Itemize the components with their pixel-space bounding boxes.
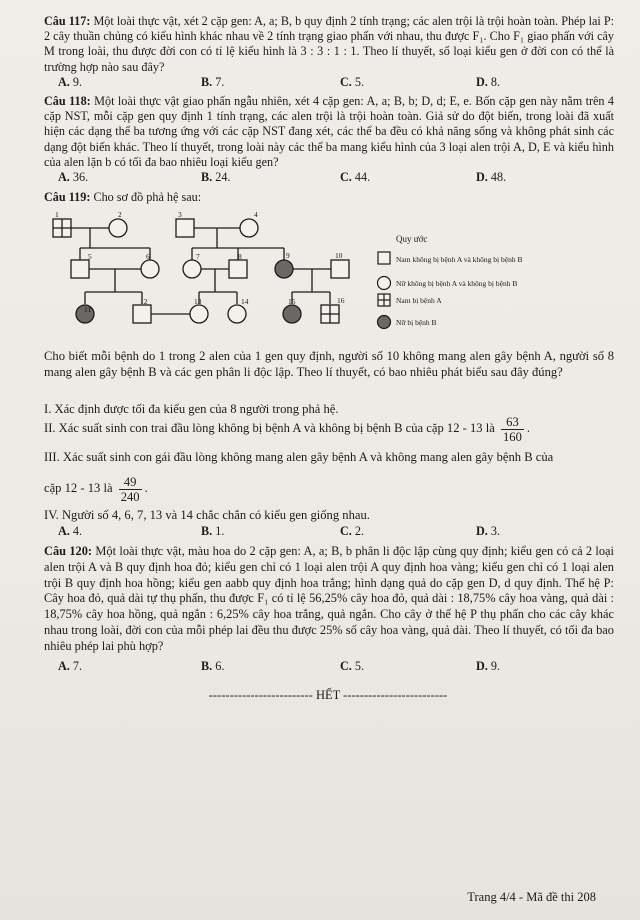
option-c[interactable]: C. 5. [340,75,365,89]
statement-3-text: cặp 12 - 13 là [44,481,113,495]
label-5: 5 [88,252,92,261]
label-14: 14 [241,297,249,306]
question-117 [44,14,614,75]
fraction-denominator: 240 [120,489,140,504]
statement-1: I. Xác định được tối đa kiểu gen của 8 người trong phả hệ. [44,402,339,416]
individual-9 [275,260,293,278]
option-c[interactable]: C. 44. [340,170,371,184]
statement-2-text: II. Xác suất sinh con trai đầu lòng không bị bệnh A và không bị bệnh B của cặp 12 - 13 là [44,421,495,435]
label-11: 11 [84,305,92,314]
question-118 [44,94,614,170]
individual-1 [53,219,71,237]
option-c[interactable]: C. 2. [340,524,365,538]
individual-14 [228,305,246,323]
individual-4 [240,219,258,237]
question-119-label: Câu 119: [44,190,91,204]
statement-3-fraction [119,475,142,504]
statement-3-line1: III. Xác suất sinh con gái đầu lòng không mang alen gây bệnh A và không mang alen gây bệnh B của [44,450,554,464]
individual-12 [133,305,151,323]
label-13: 13 [194,297,202,306]
question-117-options [58,75,588,90]
individual-10 [331,260,349,278]
question-117-label: Câu 117: [44,14,91,28]
individual-6 [141,260,159,278]
statement-4: IV. Người số 4, 6, 7, 13 và 14 chắc chắn có kiểu gen giống nhau. [44,508,370,522]
legend-male-normal: Nam không bị bệnh A và không bị bệnh B [396,255,523,264]
option-a[interactable]: A. 4. [58,524,83,538]
legend-male-normal-symbol [378,252,390,264]
question-119-options [58,524,588,539]
option-d[interactable]: D. 9. [476,659,501,673]
individual-15 [283,305,301,323]
pedigree-legend [378,234,523,329]
question-118-text: Một loài thực vật giao phấn ngẫu nhiên, xét 4 cặp gen: A, a; B, b; D, d; E, e. Bốn cặp gen này nằm trên 4 cặp NST, mỗi cặp gen quy định 1 tính trạng, các alen trội là trội hoàn toàn. Giả sử do đột biến, trong loài đã xuất hiện các dạng thể ba tương ứng với các cặp NST đang xét, các thể ba đều có khả năng sống và không phát sinh các dạng đột biến khác. Theo lí thuyết, trong loài này các thể ba mang kiểu hình của 3 loại alen trội A, D, E và kiểu hình của alen lặn b có tối đa bao nhiêu loại kiểu gen? [44,94,615,169]
question-120-text: Một loài thực vật, màu hoa do 2 cặp gen: A, a; B, b phân li độc lập cùng quy định; kiểu gen có cả 2 loại alen trội A và B quy định hoa đỏ; kiểu gen chỉ có 1 loại alen trội A quy định hoa vàng; kiểu gen chỉ có 1 loại alen trội B quy định hoa hồng; kiểu gen aabb quy định hoa trắng; hình dạng quả do cặp gen D, d quy định. Thế hệ P: Cây hoa đỏ, quả dài tự thụ phấn, thu được F₁ có tỉ lệ 56,25% cây hoa đỏ, quả dài : 18,75% cây hoa vàng, quả dài : 18,75% cây hoa hồng, quả ngắn : 6,25% cây hoa trắng, quả ngắn. Cho cây ở thế hệ P thụ phấn cho các cây khác nhau trong loài, đời con của mỗi phép lai đều thu được 25% số cây hoa vàng, quả dài. Theo lí thuyết, có tối đa bao nhiêu phép lai phù hợp? [44,544,614,653]
legend-female-normal: Nữ không bị bệnh A và không bị bệnh B [396,279,518,288]
question-118-label: Câu 118: [44,94,91,108]
legend-female-normal-symbol [378,277,391,290]
statement-2: II. Xác suất sinh con trai đầu lòng không bị bệnh A và không bị bệnh B của cặp 12 - 13 là $\frac{63}{160}$ . [44,414,531,444]
statement-2-fraction [501,415,524,444]
individual-7 [183,260,201,278]
label-2: 2 [118,210,122,219]
question-119-intro [44,190,614,205]
option-d[interactable]: D. 48. [476,170,507,184]
option-b[interactable]: B. 24. [201,170,231,184]
option-c[interactable]: C. 5. [340,659,365,673]
individual-2 [109,219,127,237]
individual-16 [321,305,339,323]
option-d[interactable]: D. 3. [476,524,501,538]
pedigree-chart [44,208,604,348]
label-15: 15 [288,297,296,306]
option-a[interactable]: A. 7. [58,659,83,673]
label-1: 1 [55,210,59,219]
legend-male-disease-a-symbol [378,294,390,306]
legend-female-disease-b-symbol [378,316,391,329]
label-9: 9 [286,251,290,260]
label-6: 6 [146,252,150,261]
option-a[interactable]: A. 36. [58,170,89,184]
option-b[interactable]: B. 6. [201,659,225,673]
individual-5 [71,260,89,278]
option-b[interactable]: B. 7. [201,75,225,89]
option-a[interactable]: A. 9. [58,75,83,89]
question-117-text: Một loài thực vật, xét 2 cặp gen: A, a; B, b quy định 2 tính trạng; các alen trội là trội hoàn toàn. Phép lai P: 2 cây thuần chủng có kiểu hình khác nhau về 2 tính trạng giao phấn với nhau, thu được F₁. Cho F₁ giao phấn với cây M trong loài, thu được đời con có tỉ lệ kiểu hình là 3 : 3 : 1 : 1. Theo lí thuyết, số loại kiểu gen ở đời con có thể là trường hợp nào sau đây? [44,14,615,74]
label-7: 7 [196,252,200,261]
question-119-intro-text: Cho sơ đồ phả hệ sau: [93,190,202,204]
label-12: 12 [140,297,148,306]
page-footer: Trang 4/4 - Mã đề thi 208 [467,890,596,904]
label-3: 3 [178,210,182,219]
question-120 [44,544,614,655]
label-8: 8 [238,252,242,261]
option-b[interactable]: B. 1. [201,524,225,538]
fraction-denominator: 160 [503,429,522,444]
label-10: 10 [335,251,343,260]
legend-title: Quy ước [396,234,428,244]
statement-3-line2: cặp 12 - 13 là $\frac{49}{240}$ . [44,474,148,504]
fraction-numerator: 49 [119,475,142,490]
option-d[interactable]: D. 8. [476,75,501,89]
end-marker: ------------------------- HẾT ------------------------- [208,688,448,702]
question-120-options [58,659,588,674]
question-120-label: Câu 120: [44,544,93,558]
legend-female-disease-b: Nữ bị bệnh B [396,318,437,327]
legend-male-disease-a: Nam bị bệnh A [396,296,442,305]
question-119-text: Cho biết mỗi bệnh do 1 trong 2 alen của 1 gen quy định, người số 10 không mang alen gây bệnh A, người số 8 mang alen gây bệnh B và các gen phân li độc lập. Theo lí thuyết, có bao nhiêu phát biểu sau đây đúng? [44,349,614,379]
individual-13 [190,305,208,323]
fraction-numerator: 63 [501,415,524,430]
question-118-options [58,170,588,185]
individual-8 [229,260,247,278]
individual-3 [176,219,194,237]
label-4: 4 [254,210,258,219]
label-16: 16 [337,296,345,305]
